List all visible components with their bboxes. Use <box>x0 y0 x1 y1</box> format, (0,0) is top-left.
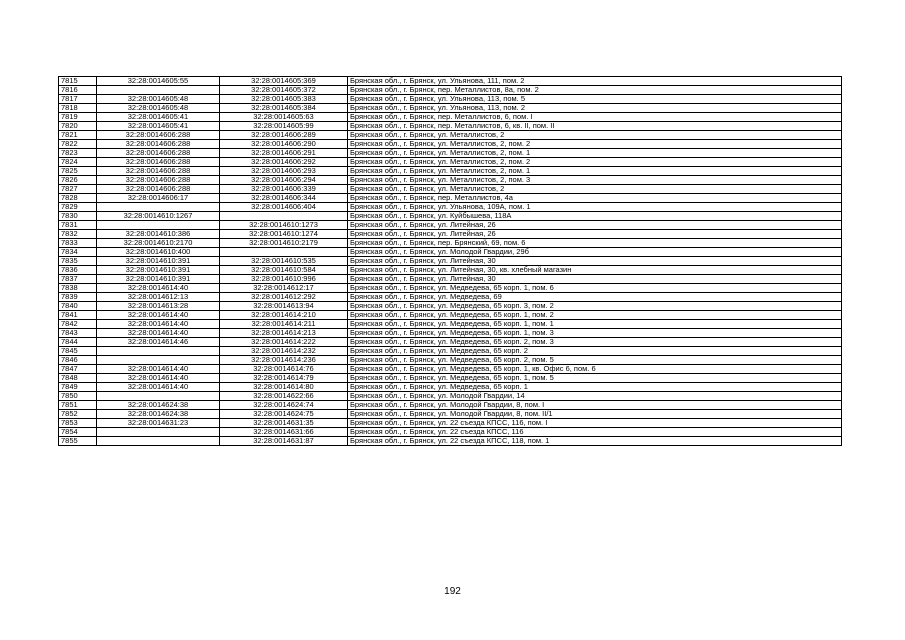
table-row <box>59 329 842 338</box>
table-row <box>59 158 842 167</box>
object-cadastral-number-cell: 32:28:0014631:87 <box>220 437 348 446</box>
address-cell: Брянская обл., г. Брянск, ул. Куйбышева, 118А <box>348 212 842 221</box>
land-cadastral-number-cell: 32:28:0014605:55 <box>97 77 220 86</box>
table-row <box>59 347 842 356</box>
table-row <box>59 365 842 374</box>
address-cell: Брянская обл., г. Брянск, ул. Медведева, 65 корп. 1, кв. Офис 6, пом. 6 <box>348 365 842 374</box>
address-cell: Брянская обл., г. Брянск, ул. Металлистов, 2 <box>348 131 842 140</box>
object-cadastral-number-cell: 32:28:0014605:63 <box>220 113 348 122</box>
row-number-cell: 7830 <box>59 212 97 221</box>
object-cadastral-number-cell: 32:28:0014606:292 <box>220 158 348 167</box>
object-cadastral-number-cell: 32:28:0014631:66 <box>220 428 348 437</box>
land-cadastral-number-cell: 32:28:0014605:41 <box>97 113 220 122</box>
table-row <box>59 113 842 122</box>
land-cadastral-number-cell <box>97 437 220 446</box>
address-cell: Брянская обл., г. Брянск, ул. Металлистов, 2, пом. 1 <box>348 167 842 176</box>
table-row <box>59 374 842 383</box>
land-cadastral-number-cell: 32:28:0014606:288 <box>97 176 220 185</box>
row-number-cell: 7823 <box>59 149 97 158</box>
registry-table-body <box>59 77 842 446</box>
address-cell: Брянская обл., г. Брянск, ул. Литейная, 26 <box>348 230 842 239</box>
table-row <box>59 176 842 185</box>
land-cadastral-number-cell <box>97 392 220 401</box>
object-cadastral-number-cell: 32:28:0014614:213 <box>220 329 348 338</box>
row-number-cell: 7829 <box>59 203 97 212</box>
object-cadastral-number-cell: 32:28:0014614:79 <box>220 374 348 383</box>
row-number-cell: 7824 <box>59 158 97 167</box>
address-cell: Брянская обл., г. Брянск, ул. Медведева, 65 корп. 1, пом. 2 <box>348 311 842 320</box>
object-cadastral-number-cell <box>220 212 348 221</box>
land-cadastral-number-cell <box>97 203 220 212</box>
object-cadastral-number-cell: 32:28:0014610:2179 <box>220 239 348 248</box>
table-row <box>59 122 842 131</box>
address-cell: Брянская обл., г. Брянск, пер. Металлистов, 4а <box>348 194 842 203</box>
row-number-cell: 7816 <box>59 86 97 95</box>
address-cell: Брянская обл., г. Брянск, ул. Медведева, 65 корп. 2, пом. 5 <box>348 356 842 365</box>
object-cadastral-number-cell: 32:28:0014610:1274 <box>220 230 348 239</box>
land-cadastral-number-cell: 32:28:0014614:40 <box>97 284 220 293</box>
row-number-cell: 7854 <box>59 428 97 437</box>
row-number-cell: 7852 <box>59 410 97 419</box>
table-row <box>59 212 842 221</box>
object-cadastral-number-cell: 32:28:0014612:292 <box>220 293 348 302</box>
land-cadastral-number-cell: 32:28:0014606:288 <box>97 140 220 149</box>
object-cadastral-number-cell: 32:28:0014606:404 <box>220 203 348 212</box>
address-cell: Брянская обл., г. Брянск, ул. Медведева, 65 корп. 1, пом. 5 <box>348 374 842 383</box>
row-number-cell: 7833 <box>59 239 97 248</box>
land-cadastral-number-cell: 32:28:0014605:48 <box>97 104 220 113</box>
row-number-cell: 7815 <box>59 77 97 86</box>
table-row <box>59 356 842 365</box>
address-cell: Брянская обл., г. Брянск, пер. Брянский, 69, пом. 6 <box>348 239 842 248</box>
object-cadastral-number-cell: 32:28:0014614:222 <box>220 338 348 347</box>
table-row <box>59 338 842 347</box>
table-row <box>59 221 842 230</box>
table-row <box>59 302 842 311</box>
row-number-cell: 7821 <box>59 131 97 140</box>
row-number-cell: 7842 <box>59 320 97 329</box>
land-cadastral-number-cell: 32:28:0014610:400 <box>97 248 220 257</box>
land-cadastral-number-cell <box>97 347 220 356</box>
address-cell: Брянская обл., г. Брянск, ул. Металлистов, 2, пом. 1 <box>348 149 842 158</box>
row-number-cell: 7828 <box>59 194 97 203</box>
land-cadastral-number-cell <box>97 428 220 437</box>
address-cell: Брянская обл., г. Брянск, ул. Медведева, 65 корп. 1, пом. 6 <box>348 284 842 293</box>
land-cadastral-number-cell: 32:28:0014624:38 <box>97 401 220 410</box>
table-row <box>59 230 842 239</box>
land-cadastral-number-cell: 32:28:0014614:40 <box>97 365 220 374</box>
row-number-cell: 7819 <box>59 113 97 122</box>
table-row <box>59 266 842 275</box>
table-row <box>59 185 842 194</box>
table-row <box>59 194 842 203</box>
table-row <box>59 284 842 293</box>
table-row <box>59 131 842 140</box>
object-cadastral-number-cell: 32:28:0014606:294 <box>220 176 348 185</box>
row-number-cell: 7837 <box>59 275 97 284</box>
object-cadastral-number-cell: 32:28:0014624:74 <box>220 401 348 410</box>
table-row <box>59 275 842 284</box>
table-row <box>59 95 842 104</box>
object-cadastral-number-cell: 32:28:0014622:66 <box>220 392 348 401</box>
land-cadastral-number-cell: 32:28:0014613:28 <box>97 302 220 311</box>
object-cadastral-number-cell: 32:28:0014605:372 <box>220 86 348 95</box>
address-cell: Брянская обл., г. Брянск, ул. Медведева, 65 корп. 1, пом. 3 <box>348 329 842 338</box>
land-cadastral-number-cell: 32:28:0014612:13 <box>97 293 220 302</box>
object-cadastral-number-cell: 32:28:0014631:35 <box>220 419 348 428</box>
registry-table <box>58 76 842 446</box>
object-cadastral-number-cell: 32:28:0014613:94 <box>220 302 348 311</box>
land-cadastral-number-cell <box>97 86 220 95</box>
address-cell: Брянская обл., г. Брянск, ул. Медведева, 65 корп. 2, пом. 3 <box>348 338 842 347</box>
land-cadastral-number-cell: 32:28:0014610:391 <box>97 257 220 266</box>
object-cadastral-number-cell: 32:28:0014605:384 <box>220 104 348 113</box>
table-row <box>59 419 842 428</box>
table-row <box>59 320 842 329</box>
address-cell: Брянская обл., г. Брянск, ул. Металлистов, 2, пом. 2 <box>348 158 842 167</box>
land-cadastral-number-cell: 32:28:0014614:46 <box>97 338 220 347</box>
row-number-cell: 7835 <box>59 257 97 266</box>
address-cell: Брянская обл., г. Брянск, ул. Медведева, 65 корп. 1, пом. 1 <box>348 320 842 329</box>
table-row <box>59 239 842 248</box>
object-cadastral-number-cell: 32:28:0014614:210 <box>220 311 348 320</box>
land-cadastral-number-cell: 32:28:0014606:288 <box>97 131 220 140</box>
object-cadastral-number-cell: 32:28:0014606:290 <box>220 140 348 149</box>
address-cell: Брянская обл., г. Брянск, ул. Металлистов, 2, пом. 2 <box>348 140 842 149</box>
land-cadastral-number-cell: 32:28:0014610:1267 <box>97 212 220 221</box>
row-number-cell: 7847 <box>59 365 97 374</box>
row-number-cell: 7855 <box>59 437 97 446</box>
land-cadastral-number-cell: 32:28:0014605:48 <box>97 95 220 104</box>
table-row <box>59 401 842 410</box>
row-number-cell: 7822 <box>59 140 97 149</box>
table-row <box>59 167 842 176</box>
address-cell: Брянская обл., г. Брянск, пер. Металлистов, 8а, пом. 2 <box>348 86 842 95</box>
address-cell: Брянская обл., г. Брянск, ул. Медведева, 65 корп. 1 <box>348 383 842 392</box>
object-cadastral-number-cell: 32:28:0014610:996 <box>220 275 348 284</box>
object-cadastral-number-cell: 32:28:0014605:369 <box>220 77 348 86</box>
land-cadastral-number-cell: 32:28:0014606:288 <box>97 158 220 167</box>
object-cadastral-number-cell: 32:28:0014614:80 <box>220 383 348 392</box>
table-row <box>59 437 842 446</box>
object-cadastral-number-cell: 32:28:0014606:344 <box>220 194 348 203</box>
land-cadastral-number-cell: 32:28:0014614:40 <box>97 311 220 320</box>
object-cadastral-number-cell: 32:28:0014610:535 <box>220 257 348 266</box>
row-number-cell: 7826 <box>59 176 97 185</box>
object-cadastral-number-cell: 32:28:0014605:383 <box>220 95 348 104</box>
address-cell: Брянская обл., г. Брянск, ул. Металлистов, 2 <box>348 185 842 194</box>
object-cadastral-number-cell: 32:28:0014610:1273 <box>220 221 348 230</box>
land-cadastral-number-cell <box>97 221 220 230</box>
row-number-cell: 7825 <box>59 167 97 176</box>
row-number-cell: 7817 <box>59 95 97 104</box>
land-cadastral-number-cell: 32:28:0014614:40 <box>97 329 220 338</box>
land-cadastral-number-cell: 32:28:0014606:288 <box>97 185 220 194</box>
object-cadastral-number-cell: 32:28:0014606:293 <box>220 167 348 176</box>
object-cadastral-number-cell: 32:28:0014624:75 <box>220 410 348 419</box>
row-number-cell: 7849 <box>59 383 97 392</box>
land-cadastral-number-cell: 32:28:0014606:17 <box>97 194 220 203</box>
row-number-cell: 7840 <box>59 302 97 311</box>
address-cell: Брянская обл., г. Брянск, ул. Ульянова, 113, пом. 5 <box>348 95 842 104</box>
object-cadastral-number-cell: 32:28:0014606:289 <box>220 131 348 140</box>
address-cell: Брянская обл., г. Брянск, ул. Литейная, 26 <box>348 221 842 230</box>
object-cadastral-number-cell: 32:28:0014605:99 <box>220 122 348 131</box>
table-row <box>59 293 842 302</box>
land-cadastral-number-cell: 32:28:0014606:288 <box>97 149 220 158</box>
table-row <box>59 104 842 113</box>
address-cell: Брянская обл., г. Брянск, ул. Литейная, 30, кв. хлебный магазин <box>348 266 842 275</box>
table-row <box>59 392 842 401</box>
table-row <box>59 410 842 419</box>
land-cadastral-number-cell: 32:28:0014614:40 <box>97 320 220 329</box>
row-number-cell: 7838 <box>59 284 97 293</box>
row-number-cell: 7832 <box>59 230 97 239</box>
row-number-cell: 7841 <box>59 311 97 320</box>
land-cadastral-number-cell: 32:28:0014610:391 <box>97 275 220 284</box>
object-cadastral-number-cell: 32:28:0014614:211 <box>220 320 348 329</box>
object-cadastral-number-cell: 32:28:0014614:76 <box>220 365 348 374</box>
row-number-cell: 7827 <box>59 185 97 194</box>
address-cell: Брянская обл., г. Брянск, ул. 22 съезда КПСС, 118, пом. 1 <box>348 437 842 446</box>
row-number-cell: 7850 <box>59 392 97 401</box>
row-number-cell: 7836 <box>59 266 97 275</box>
row-number-cell: 7848 <box>59 374 97 383</box>
address-cell: Брянская обл., г. Брянск, ул. Литейная, 30 <box>348 257 842 266</box>
address-cell: Брянская обл., г. Брянск, ул. Молодой Гвардии, 29б <box>348 248 842 257</box>
address-cell: Брянская обл., г. Брянск, пер. Металлистов, 6, кв. II, пом. II <box>348 122 842 131</box>
land-cadastral-number-cell: 32:28:0014614:40 <box>97 374 220 383</box>
address-cell: Брянская обл., г. Брянск, ул. Ульянова, 109А, пом. 1 <box>348 203 842 212</box>
land-cadastral-number-cell <box>97 356 220 365</box>
address-cell: Брянская обл., г. Брянск, ул. Ульянова, 111, пом. 2 <box>348 77 842 86</box>
land-cadastral-number-cell: 32:28:0014610:2170 <box>97 239 220 248</box>
table-row <box>59 248 842 257</box>
land-cadastral-number-cell: 32:28:0014606:288 <box>97 167 220 176</box>
land-cadastral-number-cell: 32:28:0014614:40 <box>97 383 220 392</box>
row-number-cell: 7845 <box>59 347 97 356</box>
table-row <box>59 86 842 95</box>
row-number-cell: 7846 <box>59 356 97 365</box>
page-number: 192 <box>444 586 461 597</box>
address-cell: Брянская обл., г. Брянск, ул. Медведева, 65 корп. 2 <box>348 347 842 356</box>
address-cell: Брянская обл., г. Брянск, ул. Медведева, 65 корп. 3, пом. 2 <box>348 302 842 311</box>
row-number-cell: 7844 <box>59 338 97 347</box>
land-cadastral-number-cell: 32:28:0014624:38 <box>97 410 220 419</box>
row-number-cell: 7843 <box>59 329 97 338</box>
table-row <box>59 257 842 266</box>
address-cell: Брянская обл., г. Брянск, ул. Молодой Гвардии, 14 <box>348 392 842 401</box>
row-number-cell: 7834 <box>59 248 97 257</box>
table-row <box>59 77 842 86</box>
row-number-cell: 7851 <box>59 401 97 410</box>
object-cadastral-number-cell: 32:28:0014606:339 <box>220 185 348 194</box>
row-number-cell: 7839 <box>59 293 97 302</box>
object-cadastral-number-cell: 32:28:0014612:17 <box>220 284 348 293</box>
address-cell: Брянская обл., г. Брянск, пер. Металлистов, 6, пом. I <box>348 113 842 122</box>
address-cell: Брянская обл., г. Брянск, ул. 22 съезда КПСС, 116 <box>348 428 842 437</box>
address-cell: Брянская обл., г. Брянск, ул. Ульянова, 113, пом. 2 <box>348 104 842 113</box>
table-row <box>59 428 842 437</box>
table-row <box>59 203 842 212</box>
land-cadastral-number-cell: 32:28:0014631:23 <box>97 419 220 428</box>
row-number-cell: 7853 <box>59 419 97 428</box>
address-cell: Брянская обл., г. Брянск, ул. Молодой Гвардии, 8, пом. II/1 <box>348 410 842 419</box>
address-cell: Брянская обл., г. Брянск, ул. 22 съезда КПСС, 116, пом. I <box>348 419 842 428</box>
object-cadastral-number-cell <box>220 248 348 257</box>
land-cadastral-number-cell: 32:28:0014610:386 <box>97 230 220 239</box>
land-cadastral-number-cell: 32:28:0014610:391 <box>97 266 220 275</box>
land-cadastral-number-cell: 32:28:0014605:41 <box>97 122 220 131</box>
object-cadastral-number-cell: 32:28:0014610:584 <box>220 266 348 275</box>
table-row <box>59 383 842 392</box>
object-cadastral-number-cell: 32:28:0014614:236 <box>220 356 348 365</box>
object-cadastral-number-cell: 32:28:0014614:232 <box>220 347 348 356</box>
address-cell: Брянская обл., г. Брянск, ул. Металлистов, 2, пом. 3 <box>348 176 842 185</box>
table-row <box>59 149 842 158</box>
row-number-cell: 7818 <box>59 104 97 113</box>
row-number-cell: 7820 <box>59 122 97 131</box>
address-cell: Брянская обл., г. Брянск, ул. Молодой Гвардии, 8, пом. I <box>348 401 842 410</box>
row-number-cell: 7831 <box>59 221 97 230</box>
address-cell: Брянская обл., г. Брянск, ул. Литейная, 30 <box>348 275 842 284</box>
address-cell: Брянская обл., г. Брянск, ул. Медведева, 69 <box>348 293 842 302</box>
object-cadastral-number-cell: 32:28:0014606:291 <box>220 149 348 158</box>
table-row <box>59 311 842 320</box>
table-row <box>59 140 842 149</box>
